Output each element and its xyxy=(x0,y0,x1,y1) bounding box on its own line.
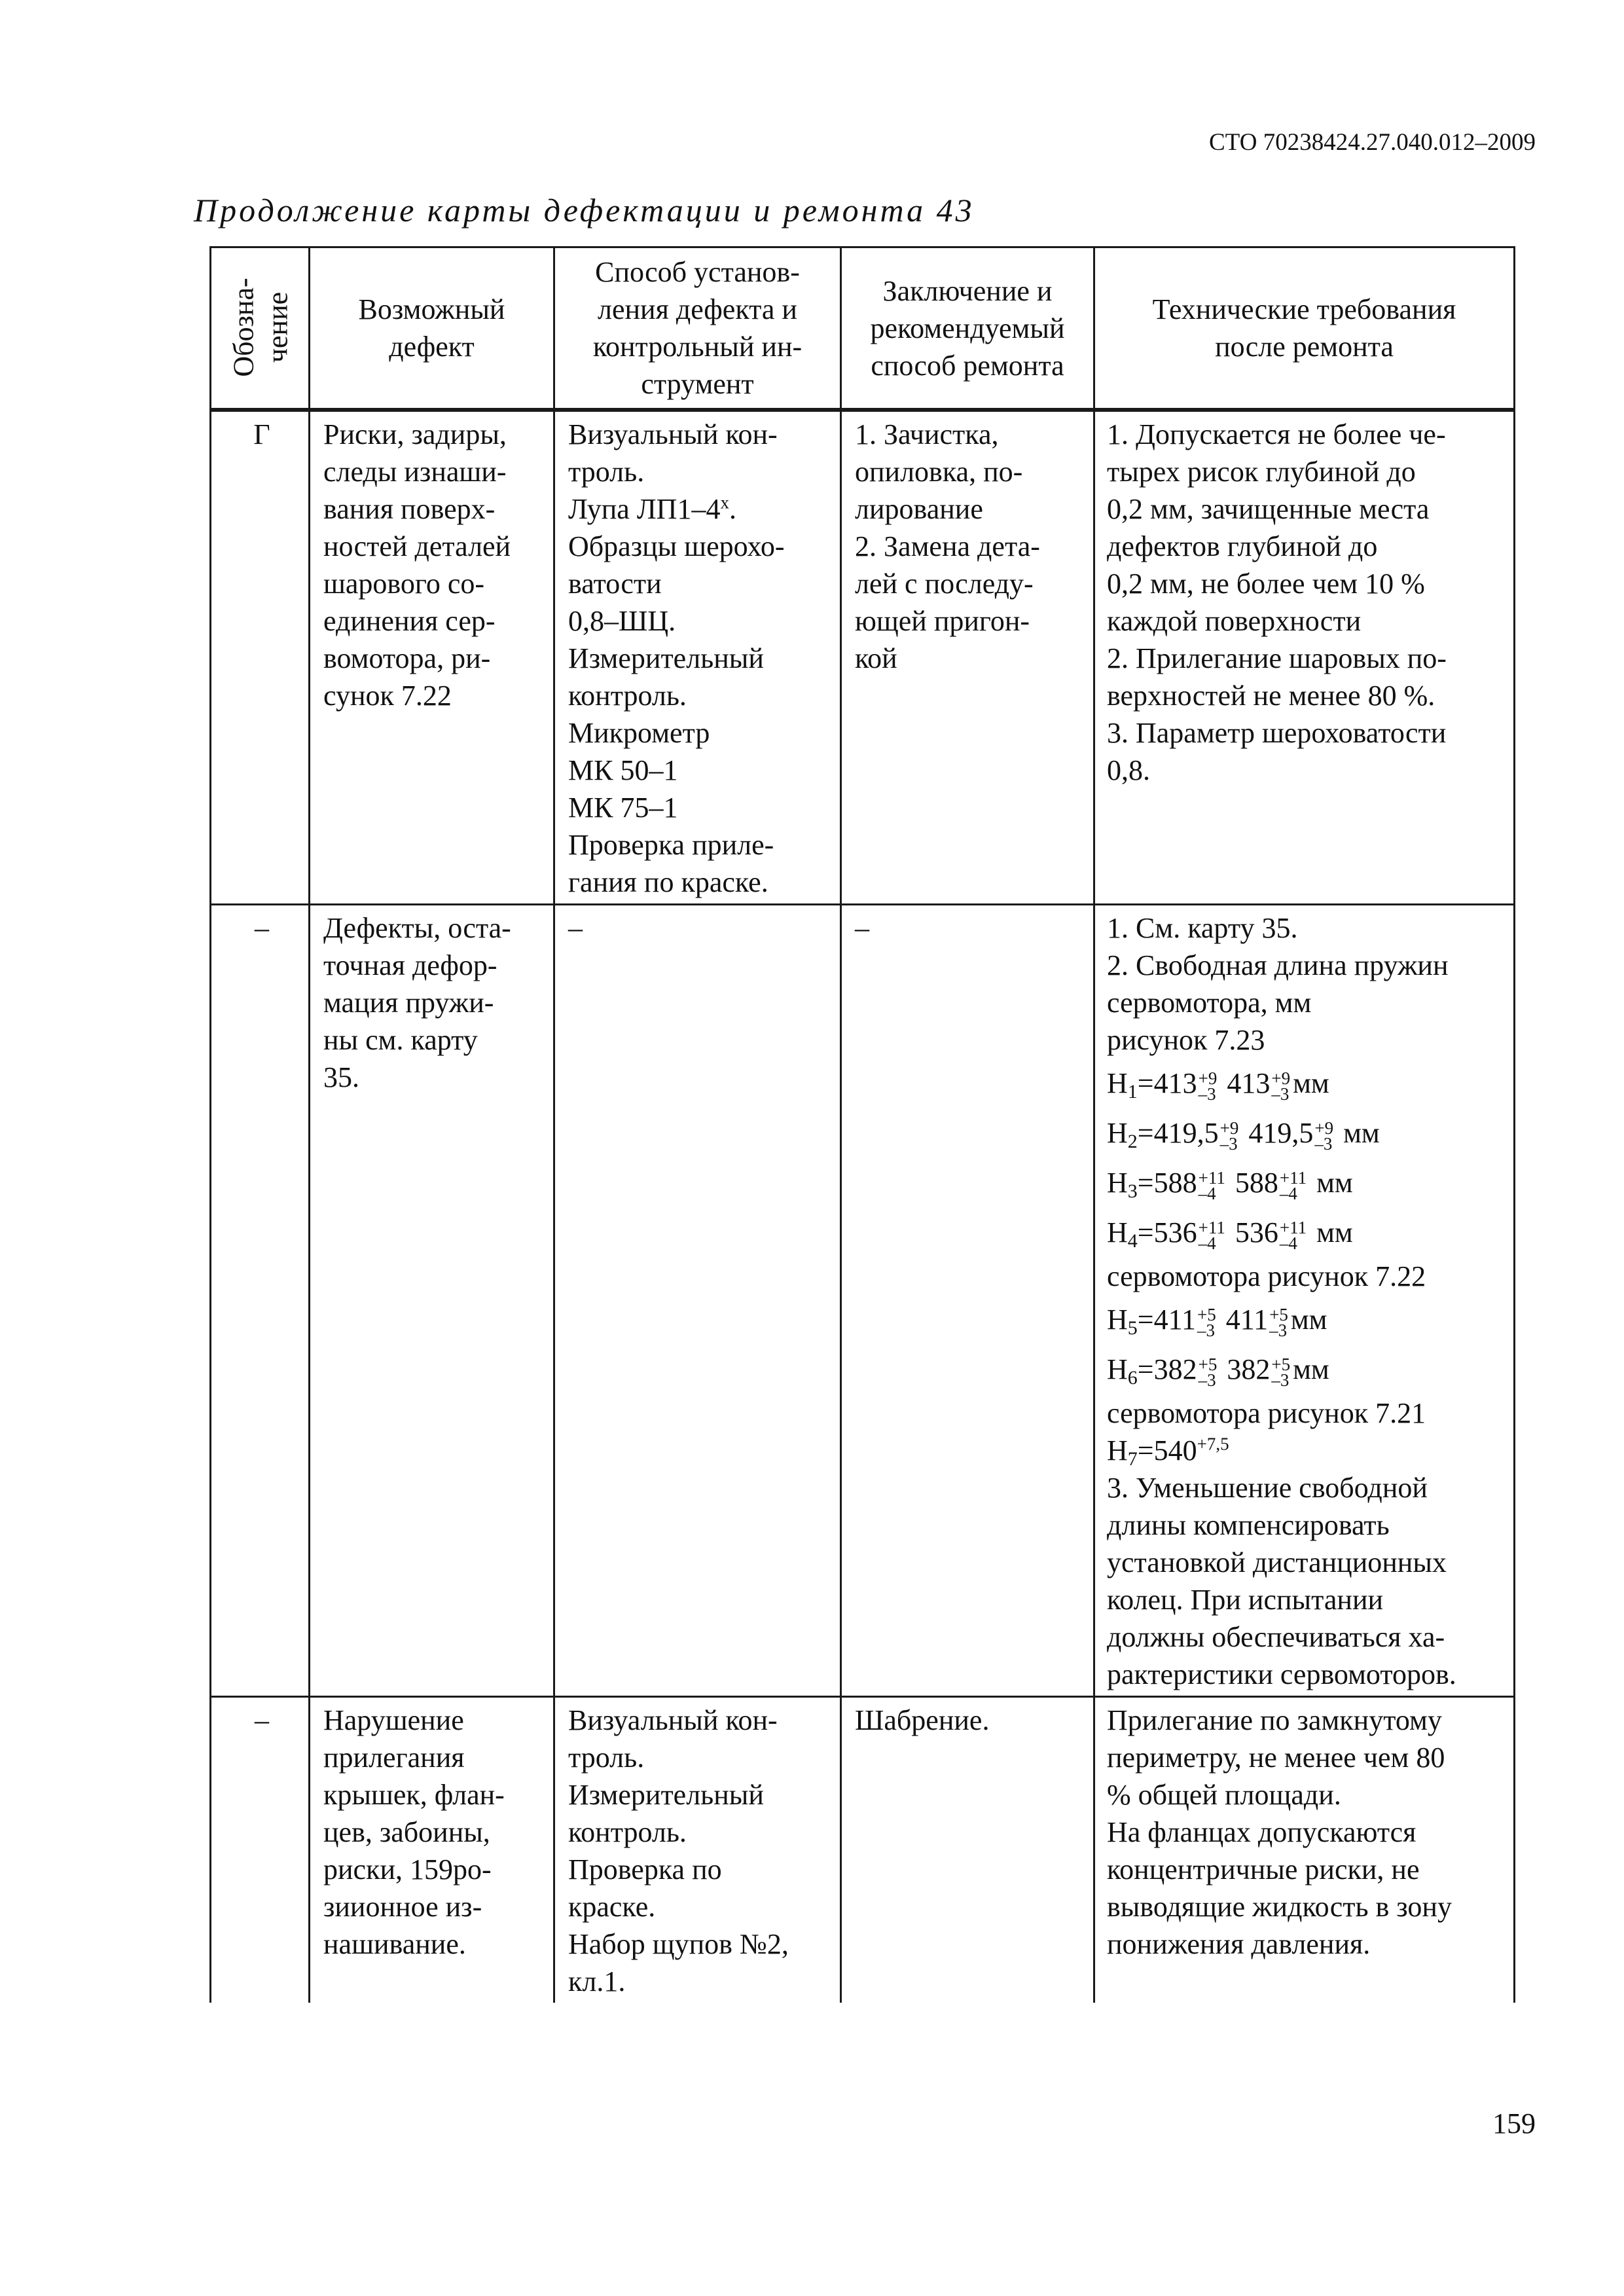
page-number: 159 xyxy=(1492,2107,1536,2140)
document-code: СТО 70238424.27.040.012–2009 xyxy=(1208,129,1536,156)
table-row xyxy=(211,905,1515,1697)
header-detection-method: Способ установ- ления дефекта и контрольный ин- струмент xyxy=(554,247,841,410)
cell-requirements: 1. Допускается не более че- тырех рисок глубиной до 0,2 мм, зачищенные места дефектов глубиной до 0,2 мм, не более чем 10 % каждой поверхности 2. Прилегание шаровых по- верхностей не менее 80 %. 3. Параметр шероховатости 0,8. xyxy=(1094,410,1515,905)
header-designation: Обозна- чение xyxy=(211,247,310,410)
table-continuation-title: Продолжение карты дефектации и ремонта 43 xyxy=(194,192,975,228)
cell-method: Визуальный кон- троль. Измерительный контроль. Проверка по краске. Набор щупов №2, кл.1. xyxy=(554,1697,841,2003)
header-technical-requirements: Технические требования после ремонта xyxy=(1094,247,1515,410)
spring-length-h1: Н1=413 +9 –3 413 +9 –3 мм xyxy=(1107,1067,1329,1104)
cell-method: Визуальный кон- троль. Лупа $ЛП1-4^х$. Образцы шерохо- ватости 0,8–ШЦ. Измерительный контроль. Микрометр МК 50–1 МК 75–1 Проверка приле- гания по краске. xyxy=(554,410,841,905)
cell-requirements: 1. См. карту 35. 2. Свободная длина пружин сервомотора, мм рисунок 7.23 Н1=413 +9 –3 413 +9 –3 мм Н2=419,5 +9 –3 419,5 +9 –3 мм Н3=588 +11 –4 588 +11 –4 мм Н4=536 +11 –4 536 +11 –4 мм сервомотора рисунок 7.22 Н5=411 +5 –3 411 +5 –3 мм Н6=382 +5 –3 382 +5 –3 мм сервомотора рисунок 7.21 $Н7=540^{+7,5}$ 3. Уменьшение свободной длины компенсировать установкой дистанционных колец. При испытании должны обеспечиваться ха- рактеристики сервомоторов. xyxy=(1094,905,1515,1697)
table-row xyxy=(211,1697,1515,2003)
spring-length-h6: Н6=382 +5 –3 382 +5 –3 мм xyxy=(1107,1353,1329,1390)
spring-length-h2: Н2=419,5 +9 –3 419,5 +9 –3 мм xyxy=(1107,1117,1380,1154)
spring-length-h4: Н4=536 +11 –4 536 +11 –4 мм xyxy=(1107,1216,1353,1253)
spring-length-h5: Н5=411 +5 –3 411 +5 –3 мм xyxy=(1107,1303,1327,1340)
cell-defect: Риски, задиры, следы изнаши- вания поверх- ностей деталей шарового со- единения сер- вомотора, ри- сунок 7.22 xyxy=(310,410,554,905)
defect-repair-table xyxy=(209,246,1513,1997)
table-header-row xyxy=(211,247,1515,410)
cell-defect: Дефекты, оста- точная дефор- мация пружи- ны см. карту 35. xyxy=(310,905,554,1697)
cell-defect: Нарушение прилегания крышек, флан- цев, забоины, риски, 159ро- зиионное из- нашивание. xyxy=(310,1697,554,2003)
cell-requirements: Прилегание по замкнутому периметру, не менее чем 80 % общей площади. На фланцах допускаются концентричные риски, не выводящие жидкость в зону понижения давления. xyxy=(1094,1697,1515,2003)
header-repair-method: Заключение и рекомендуемый способ ремонта xyxy=(841,247,1094,410)
cell-method: – xyxy=(554,905,841,1697)
header-possible-defect: Возможный дефект xyxy=(310,247,554,410)
spring-length-h3: Н3=588 +11 –4 588 +11 –4 мм xyxy=(1107,1167,1353,1203)
table-row xyxy=(211,410,1515,905)
cell-designation: – xyxy=(211,905,310,1697)
cell-repair: Шабрение. xyxy=(841,1697,1094,2003)
cell-designation: Г xyxy=(211,410,310,905)
cell-repair: 1. Зачистка, опиловка, по- лирование 2. Замена дета- лей с последу- ющей пригон- кой xyxy=(841,410,1094,905)
cell-designation: – xyxy=(211,1697,310,2003)
spring-length-h7: $Н7=540^{+7,5}$ xyxy=(1107,1434,1229,1470)
cell-repair: – xyxy=(841,905,1094,1697)
